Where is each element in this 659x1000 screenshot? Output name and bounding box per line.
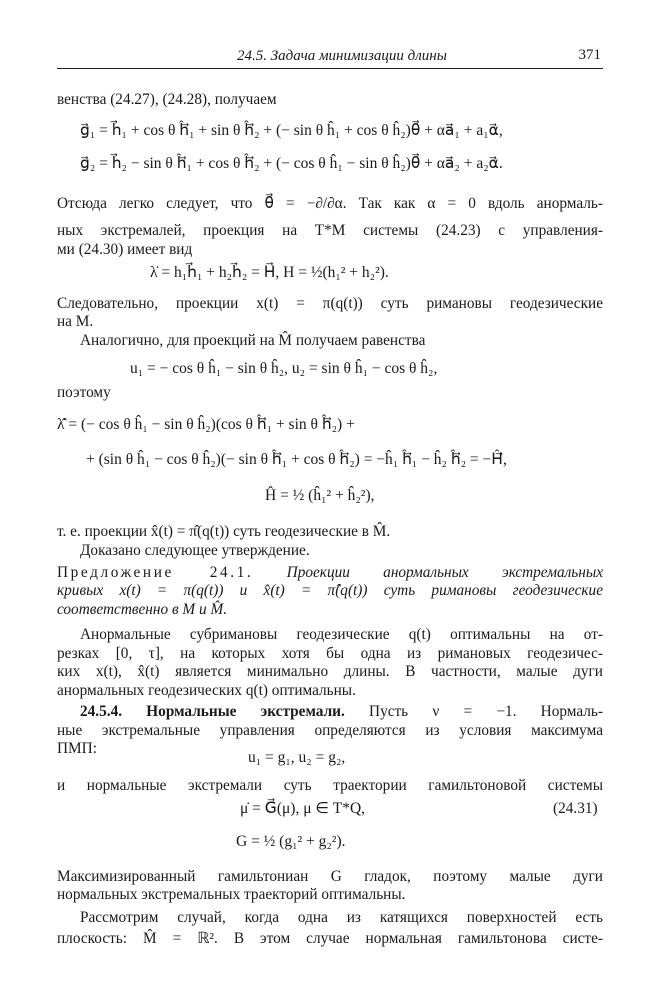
equation-lambda-hat-1: λ̂̇ = (− cos θ ĥ₁ − sin θ ĥ₂)(cos θ ĥ⃗₁ + sin θ ĥ⃗₂) +	[57, 416, 355, 433]
text-line: на M.	[57, 313, 94, 330]
page-header	[57, 46, 603, 69]
equation-H-hat: Ĥ = ½ (ĥ₁² + ĥ₂²),	[265, 487, 375, 504]
equation-lambda-hat-2: + (sin θ ĥ₁ − cos θ ĥ₂)(− sin θ ĥ⃗₁ + cos θ ĥ⃗₂) = −ĥ₁ ĥ⃗₁ − ĥ₂ ĥ⃗₂ = −Ĥ⃗,	[86, 451, 507, 468]
text-line: Отсюда легко следует, что θ⃗ = −∂/∂α. Так как α = 0 вдоль анормаль-	[57, 195, 603, 212]
text-line: Анормальные субримановы геодезические q(t) оптимальны на от-	[80, 626, 603, 643]
text-line: нормальных экстремальных траекторий оптимальны.	[57, 886, 406, 903]
section-line	[80, 703, 603, 721]
equation-G: G = ½ (g₁² + g₂²).	[236, 833, 346, 850]
proposition-line: соответственно в M и M̂.	[57, 601, 228, 618]
text-line: ПМП:	[57, 740, 97, 757]
text-line: Максимизированный гамильтониан G гладок, поэтому малые дуги	[57, 868, 603, 885]
equation-u: u₁ = − cos θ ĥ₁ − sin θ ĥ₂, u₂ = sin θ ĥ₁ − cos θ ĥ₂,	[130, 360, 438, 377]
text-line: венства (24.27), (24.28), получаем	[57, 91, 277, 108]
equation-g1: g⃗₁ = h⃗₁ + cos θ ĥ⃗₁ + sin θ ĥ⃗₂ + (− sin θ ĥ₁ + cos θ ĥ₂)θ⃗ + αa⃗₁ + a₁α⃗,	[80, 122, 503, 139]
section-title: 24.5.4. Нормальные экстремали.	[80, 703, 345, 720]
equation-g2: g⃗₂ = h⃗₂ − sin θ ĥ⃗₁ + cos θ ĥ⃗₂ + (− cos θ ĥ₁ − sin θ ĥ₂)θ⃗ + αa⃗₂ + a₂α⃗.	[80, 155, 503, 172]
equation-lambda: λ̇ = h₁h⃗₁ + h₂h⃗₂ = H⃗, H = ½(h₁² + h₂²).	[150, 264, 389, 281]
text-line: ких x(t), x̂(t) является минимально длины. В частности, малые дуги	[57, 663, 603, 680]
text-line: Рассмотрим случай, когда одна из катящихся поверхностей есть	[80, 909, 603, 926]
page-number: 371	[578, 47, 601, 63]
text-line: Доказано следующее утверждение.	[80, 542, 310, 559]
text-line: т. е. проекции x̂(t) = π̂(q(t)) суть геодезические в M̂.	[57, 523, 391, 540]
text-line: ми (24.30) имеет вид	[57, 241, 193, 258]
equation-mu: μ̇ = G⃗(μ), μ ∈ T*Q,	[240, 800, 366, 817]
text-line: Аналогично, для проекций на M̂ получаем равенства	[80, 332, 426, 349]
text-line: плоскость: M̂ = ℝ². В этом случае нормальная гамильтонова систе-	[57, 930, 603, 947]
text-line: ные экстремальные управления определяются из условия максимума	[57, 722, 603, 739]
equation-u12: u₁ = g₁, u₂ = g₂,	[248, 749, 346, 766]
text-line: Следовательно, проекции x(t) = π(q(t)) суть римановы геодезические	[57, 295, 603, 312]
proposition-line	[57, 564, 603, 582]
running-title: 24.5. Задача минимизации длины	[237, 48, 447, 64]
text-line: и нормальные экстремали суть траектории гамильтоновой системы	[57, 777, 603, 794]
equation-number: (24.31)	[553, 800, 598, 817]
section-text: Пусть ν = −1. Нормаль-	[369, 703, 603, 720]
proposition-line: кривых x(t) = π(q(t)) и x̂(t) = π̂(q(t)) суть римановы геодезические	[57, 582, 603, 599]
proposition-text: Проекции анормальных экстремальных	[286, 564, 603, 581]
text-line: резках [0, τ], на которых хотя бы одна из римановых геодезичес-	[57, 645, 603, 662]
proposition-label: Предложение 24.1.	[57, 564, 254, 581]
text-line: анормальных геодезических q(t) оптимальны.	[57, 682, 356, 699]
text-line: поэтому	[57, 384, 111, 401]
text-line: ных экстремалей, проекция на T*M системы (24.23) с управления-	[57, 222, 603, 239]
